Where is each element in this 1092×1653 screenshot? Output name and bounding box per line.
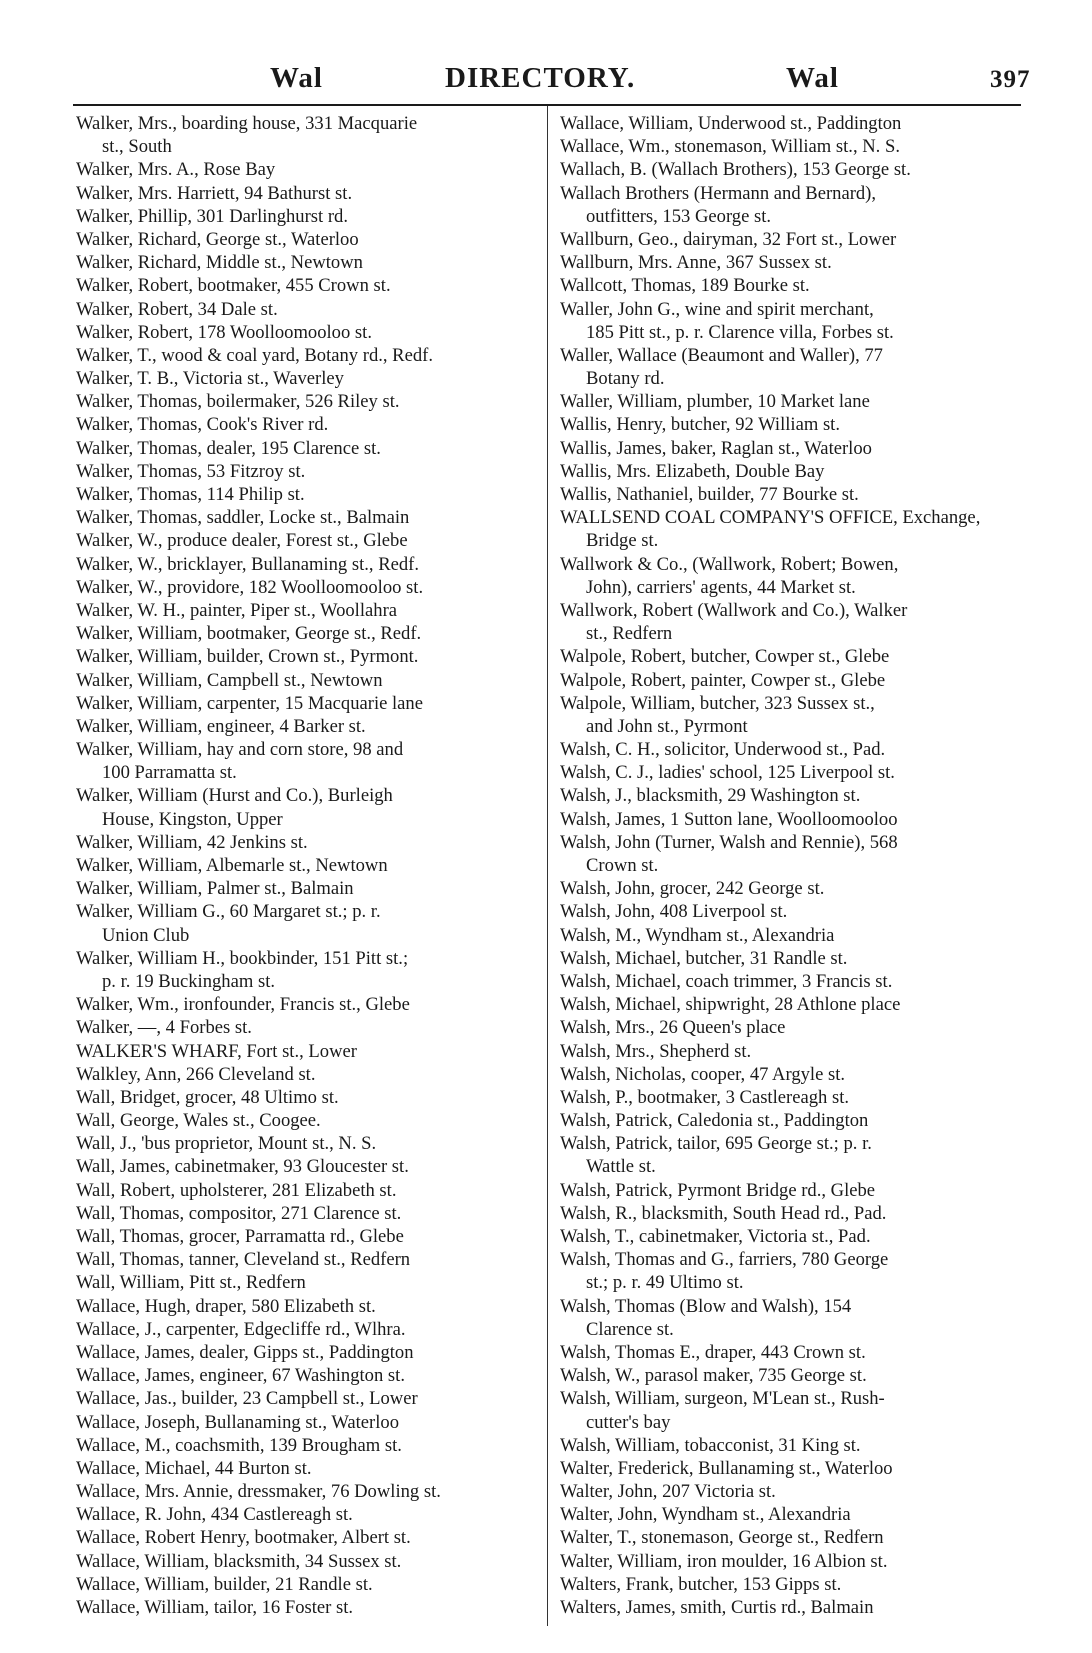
directory-entry-line: Wallwork, Robert (Wallwork and Co.), Walker [560,599,908,621]
directory-entry-line: Wall, William, Pitt st., Redfern [76,1272,306,1294]
directory-entry-line: Walker, Mrs. A., Rose Bay [76,159,276,181]
directory-entry-line: Walkley, Ann, 266 Cleveland st. [76,1063,316,1085]
directory-entry-line: Walker, William, 42 Jenkins st. [76,831,308,853]
directory-entry-line: Wall, Thomas, tanner, Cleveland st., Redfern [76,1249,411,1271]
directory-entry-line: Walsh, Mrs., Shepherd st. [560,1040,752,1062]
directory-entry-line: Walsh, James, 1 Sutton lane, Woolloomooloo [560,808,898,830]
directory-entry-line: Walter, John, 207 Victoria st. [560,1481,776,1503]
directory-entry-line: Wall, Robert, upholsterer, 281 Elizabeth st. [76,1179,397,1201]
directory-entry-line: Walsh, Patrick, Pyrmont Bridge rd., Glebe [560,1179,876,1201]
directory-entry-line: Walter, T., stonemason, George st., Redfern [560,1527,884,1549]
directory-entry-line: Wall, Bridget, grocer, 48 Ultimo st. [76,1086,339,1108]
directory-entry-line: Wallace, William, blacksmith, 34 Sussex st. [76,1550,402,1572]
directory-entry-line: Walsh, Thomas E., draper, 443 Crown st. [560,1341,866,1363]
directory-entry-line: Walsh, William, surgeon, M'Lean st., Rush- [560,1388,885,1410]
directory-entry-line: Walker, W., produce dealer, Forest st., Glebe [76,530,408,552]
entry-continuation-line: st., Redfern [586,623,673,645]
directory-entry-line: Walsh, Michael, butcher, 31 Randle st. [560,947,848,969]
directory-entry-line: Wallburn, Geo., dairyman, 32 Fort st., Lower [560,228,897,250]
directory-entry-line: Wall, Thomas, compositor, 271 Clarence st. [76,1202,402,1224]
entry-continuation-line: p. r. 19 Buckingham st. [102,970,276,992]
directory-entry-line: Walker, —, 4 Forbes st. [76,1017,252,1039]
directory-entry-line: Wallace, Robert Henry, bootmaker, Albert st. [76,1527,411,1549]
entry-continuation-line: Wattle st. [586,1156,656,1178]
directory-entry-line: Walter, Frederick, Bullanaming st., Waterloo [560,1457,893,1479]
left-column [76,112,538,1619]
directory-entry-line: Wallace, Mrs. Annie, dressmaker, 76 Dowling st. [76,1481,441,1503]
page-header [0,62,1092,104]
directory-entry-line: Waller, John G., wine and spirit merchant, [560,298,874,320]
directory-entry-line: Wallace, William, tailor, 16 Foster st. [76,1597,354,1618]
directory-entry-line: Wallace, M., coachsmith, 139 Brougham st. [76,1434,402,1456]
directory-entry-line: Walsh, Nicholas, cooper, 47 Argyle st. [560,1063,846,1085]
directory-entry-line: Wallace, Jas., builder, 23 Campbell st., Lower [76,1388,418,1410]
column-divider [547,106,548,1626]
header-left-guideword: Wal [270,62,323,94]
directory-entry-line: Walker, Wm., ironfounder, Francis st., Glebe [76,994,410,1016]
directory-entry-line: Walsh, C. J., ladies' school, 125 Liverpool st. [560,762,895,784]
directory-entry-line: Wallace, William, builder, 21 Randle st. [76,1573,373,1595]
directory-entry-line: Walsh, C. H., solicitor, Underwood st., Pad. [560,739,886,761]
entry-continuation-line: House, Kingston, Upper [102,808,283,830]
directory-entry-line: Walker, William, Albemarle st., Newtown [76,855,388,876]
directory-entry-line: Walsh, R., blacksmith, South Head rd., Pad. [560,1202,887,1224]
directory-entry-line: Walsh, John (Turner, Walsh and Rennie), 568 [560,831,898,853]
directory-entry-line: Walsh, J., blacksmith, 29 Washington st. [560,785,861,807]
header-right-guideword: Wal [786,62,839,94]
entry-continuation-line: and John st., Pyrmont [586,715,748,737]
directory-entry-line: Walsh, John, 408 Liverpool st. [560,901,788,923]
directory-entry-line: Walker, Richard, Middle st., Newtown [76,252,363,274]
directory-entry-line: Walker, William, bootmaker, George st., Redf. [76,623,422,645]
page-number: 397 [990,66,1031,93]
directory-entry-line: Wallis, Henry, butcher, 92 William st. [560,414,840,436]
directory-entry-line: Walsh, M., Wyndham st., Alexandria [560,924,835,946]
directory-entry-line: Walker, William, hay and corn store, 98 and [76,739,404,761]
entry-continuation-line: outfitters, 153 George st. [586,205,772,227]
directory-entry-line: Walker, Richard, George st., Waterloo [76,228,359,250]
directory-entry-line: Walker, Robert, 178 Woolloomooloo st. [76,321,372,343]
directory-entry-line: Walsh, John, grocer, 242 George st. [560,878,825,900]
entry-continuation-line: Botany rd. [586,368,665,390]
directory-entry-line: Wallach, B. (Wallach Brothers), 153 George st. [560,159,911,181]
directory-entry-line: Wall, Thomas, grocer, Parramatta rd., Glebe [76,1226,404,1247]
directory-entry-line: Wallis, James, baker, Raglan st., Waterloo [560,437,872,459]
directory-entry-line: Wallace, J., carpenter, Edgecliffe rd., Wlhra. [76,1318,406,1340]
entry-continuation-line: cutter's bay [586,1411,671,1433]
directory-entry-line: Waller, William, plumber, 10 Market lane [560,391,870,413]
directory-entry-line: Walker, Robert, 34 Dale st. [76,298,278,320]
directory-entry-line: Walker, Mrs. Harriett, 94 Bathurst st. [76,182,353,204]
directory-entry-line: Walpole, Robert, butcher, Cowper st., Glebe [560,646,890,668]
directory-entry-line: Walker, William, engineer, 4 Barker st. [76,715,366,737]
directory-entry-line: Walker, W., bricklayer, Bullanaming st., Redf. [76,553,419,575]
directory-entry-line: Walpole, Robert, painter, Cowper st., Glebe [560,669,886,691]
directory-entry-line: Walker, William, Campbell st., Newtown [76,669,383,691]
directory-entry-line: Walker, W., providore, 182 Woolloomooloo st. [76,576,424,598]
directory-entry-line: Walker, Thomas, dealer, 195 Clarence st. [76,437,381,459]
directory-entry-line: Wallace, Hugh, draper, 580 Elizabeth st. [76,1295,376,1317]
directory-entry-line: Walker, T. B., Victoria st., Waverley [76,368,344,390]
directory-entry-line: Walter, William, iron moulder, 16 Albion st. [560,1550,888,1572]
directory-entry-line: Walter, John, Wyndham st., Alexandria [560,1504,851,1526]
directory-entry-line: Wallburn, Mrs. Anne, 367 Sussex st. [560,252,832,274]
directory-entry-line: Walker, Thomas, 114 Philip st. [76,484,305,505]
directory-entry-line: Walters, Frank, butcher, 153 Gipps st. [560,1573,842,1595]
directory-entry-line: Walker, William G., 60 Margaret st.; p. r. [76,901,381,923]
entry-continuation-line: st.; p. r. 49 Ultimo st. [586,1272,744,1294]
directory-entry-line: Wallis, Nathaniel, builder, 77 Bourke st. [560,484,859,505]
directory-entry-line: Walsh, T., cabinetmaker, Victoria st., Pad. [560,1226,871,1247]
directory-entry-line: Walker, William H., bookbinder, 151 Pitt st.; [76,947,409,969]
directory-entry-line: Walsh, Michael, shipwright, 28 Athlone place [560,994,901,1016]
directory-entry-line: WALKER'S WHARF, Fort st., Lower [76,1040,357,1062]
entry-continuation-line: st., South [102,136,172,158]
directory-entry-line: Walker, Mrs., boarding house, 331 Macquarie [76,113,418,134]
directory-entry-line: Walsh, Patrick, Caledonia st., Paddington [560,1110,869,1132]
directory-entry-line: Walsh, Michael, coach trimmer, 3 Francis st. [560,970,893,992]
directory-entry-line: Walters, James, smith, Curtis rd., Balmain [560,1597,874,1618]
entry-continuation-line: Union Club [102,924,190,946]
directory-entry-line: Wallace, Michael, 44 Burton st. [76,1457,312,1479]
directory-entry-line: Wall, George, Wales st., Coogee. [76,1110,321,1132]
directory-entry-line: Walker, William, builder, Crown st., Pyrmont. [76,646,419,668]
directory-entry-line: Walker, Thomas, boilermaker, 526 Riley st. [76,391,400,413]
directory-entry-line: WALLSEND COAL COMPANY'S OFFICE, Exchange, [560,507,981,529]
entry-continuation-line: 185 Pitt st., p. r. Clarence villa, Forbes st. [586,321,894,343]
directory-entry-line: Walker, Robert, bootmaker, 455 Crown st. [76,275,391,297]
entry-continuation-line: Clarence st. [586,1318,674,1340]
directory-entry-line: Walker, William, Palmer st., Balmain [76,878,354,900]
directory-entry-line: Walker, William (Hurst and Co.), Burleigh [76,785,393,807]
directory-entry-line: Wallcott, Thomas, 189 Bourke st. [560,275,810,297]
directory-entry-line: Waller, Wallace (Beaumont and Waller), 77 [560,344,883,366]
directory-entry-line: Wall, J., 'bus proprietor, Mount st., N. S. [76,1133,377,1155]
directory-entry-line: Walker, Thomas, 53 Fitzroy st. [76,460,306,482]
right-column [560,112,1022,1619]
entry-continuation-line: Bridge st. [586,530,659,552]
directory-entry-line: Walker, Phillip, 301 Darlinghurst rd. [76,205,348,227]
directory-entry-line: Wall, James, cabinetmaker, 93 Gloucester st. [76,1156,409,1178]
directory-entry-line: Walsh, Thomas and G., farriers, 780 George [560,1249,889,1271]
directory-entry-line: Wallach Brothers (Hermann and Bernard), [560,182,877,204]
entry-continuation-line: 100 Parramatta st. [102,762,237,784]
directory-entry-line: Wallace, James, engineer, 67 Washington st. [76,1365,405,1387]
directory-entry-line: Wallace, James, dealer, Gipps st., Paddington [76,1341,414,1363]
directory-entry-line: Wallace, Joseph, Bullanaming st., Waterloo [76,1411,400,1433]
directory-entry-line: Wallwork & Co., (Wallwork, Robert; Bowen, [560,553,899,575]
entry-continuation-line: Crown st. [586,855,659,876]
directory-entry-line: Walker, W. H., painter, Piper st., Woollahra [76,599,398,621]
header-title: DIRECTORY. [445,62,636,94]
directory-entry-line: Walker, William, carpenter, 15 Macquarie lane [76,692,423,714]
directory-entry-line: Walker, T., wood & coal yard, Botany rd., Redf. [76,344,433,366]
directory-entry-line: Walsh, P., bootmaker, 3 Castlereagh st. [560,1086,850,1108]
directory-entry-line: Wallace, William, Underwood st., Paddington [560,113,902,134]
directory-entry-line: Walker, Thomas, saddler, Locke st., Balmain [76,507,410,529]
directory-entry-line: Wallis, Mrs. Elizabeth, Double Bay [560,460,825,482]
directory-entry-line: Wallace, Wm., stonemason, William st., N. S. [560,136,900,158]
directory-entry-line: Walsh, Thomas (Blow and Walsh), 154 [560,1295,852,1317]
directory-entry-line: Walsh, William, tobacconist, 31 King st. [560,1434,861,1456]
directory-entry-line: Walpole, William, butcher, 323 Sussex st., [560,692,875,714]
directory-entry-line: Walsh, Patrick, tailor, 695 George st.; p. r. [560,1133,872,1155]
directory-entry-line: Walsh, Mrs., 26 Queen's place [560,1017,786,1039]
directory-entry-line: Walker, Thomas, Cook's River rd. [76,414,329,436]
directory-entry-line: Wallace, R. John, 434 Castlereagh st. [76,1504,353,1526]
directory-entry-line: Walsh, W., parasol maker, 735 George st. [560,1365,867,1387]
entry-continuation-line: John), carriers' agents, 44 Market st. [586,576,856,598]
